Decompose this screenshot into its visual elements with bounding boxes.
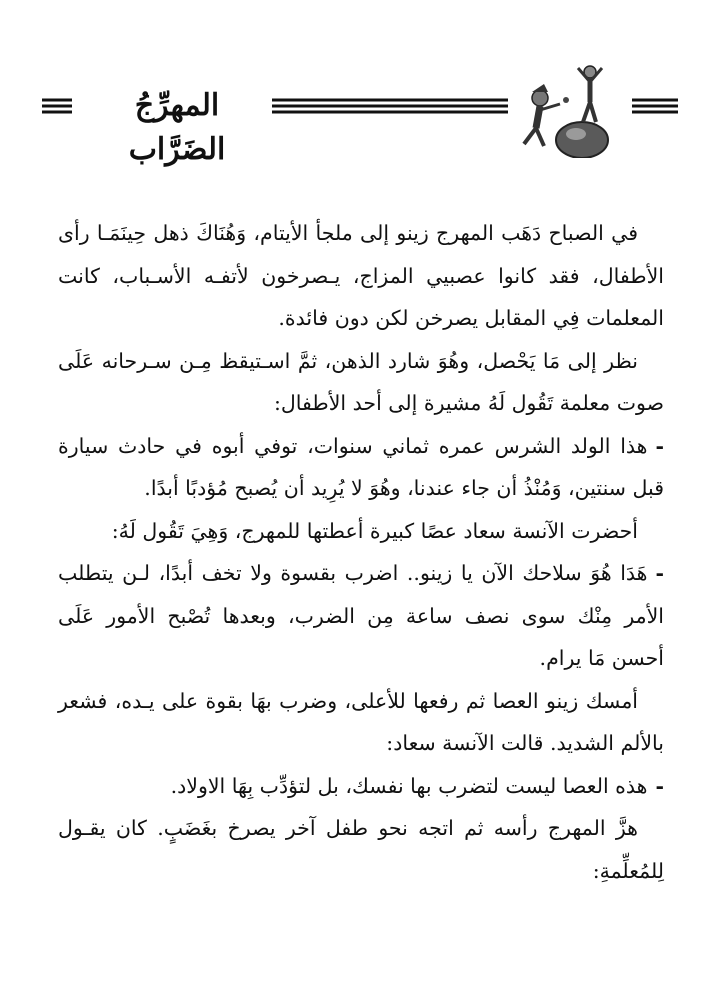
paragraph-1: في الصباح دَهَب المهرج زينو إلى ملجأ الأيتام، وَهُنَاكَ ذهل حِينَمَـا رأى الأطفال، فقد كانوا عصبيي المزاج، يـصرخون لأتفـه الأسـباب، كانت المعلمات فِي المقابل يصرخن لكن دون فائدة.: [58, 221, 664, 330]
dialogue-text: هَدَا هُوَ سلاحك الآن يا زينو.. اضرب بقسوة ولا تخف أبدًا، لـن يتطلب الأمر مِنْك سوى نصف ساعة مِن الضرب، وبعدها تُصْبح الأمور عَلَى أحسن مَا يرام.: [58, 561, 664, 670]
paragraph-5: هزَّ المهرج رأسه ثم اتجه نحو طفل آخر يصرخ بغَضَبٍ. كان يقـول لِلمُعلِّمةِ:: [58, 816, 664, 883]
dialogue-dash: -: [655, 433, 664, 458]
dialogue-dash: -: [655, 561, 664, 585]
dialogue-3: [58, 765, 664, 808]
paragraph-2: نظر إلى مَا يَحْصل، وهُوَ شارد الذهن، ثمَّ اسـتيقظ مِـن سـرحانه عَلَى صوت معلمة تَقُول لَهُ مشيرة إلى أحد الأطفال:: [58, 348, 664, 415]
dialogue-2: [58, 552, 664, 680]
chapter-header: [42, 58, 678, 167]
dialogue-text: هذا الولد الشرس عمره ثماني سنوات، توفي أبوه في حادث سيارة قبل سنتين، وَمُنْذُ أن جاء عندنا، وهُوَ لا يُرِيد أن يُصبح مُؤدبًا أبدًا.: [58, 433, 664, 500]
dialogue-dash: -: [655, 773, 664, 798]
chapter-title: المهرِّجُ الضَرَّاب: [128, 88, 226, 167]
title-left-ornament: [42, 98, 72, 114]
dialogue-text: هذه العصا ليست لتضرب بها نفسك، بل لتؤدِّب بِهَا الاولاد.: [170, 773, 648, 798]
paragraph-3: أحضرت الآنسة سعاد عصًا كبيرة أعطتها للمهرج، وَهِيَ تَقُول لَهُ:: [111, 518, 638, 543]
title-far-right-rule: [632, 98, 678, 114]
paragraph-4: أمسك زينو العصا ثم رفعها للأعلى، وضرب بهَا بقوة على يـده، فشعر بالألم الشديد. قالت الآنسة سعاد:: [58, 688, 664, 755]
dialogue-1: [58, 425, 664, 510]
title-right-rule: [272, 98, 508, 114]
clown-figures-illustration-icon: [510, 58, 628, 158]
story-body: [58, 212, 664, 952]
